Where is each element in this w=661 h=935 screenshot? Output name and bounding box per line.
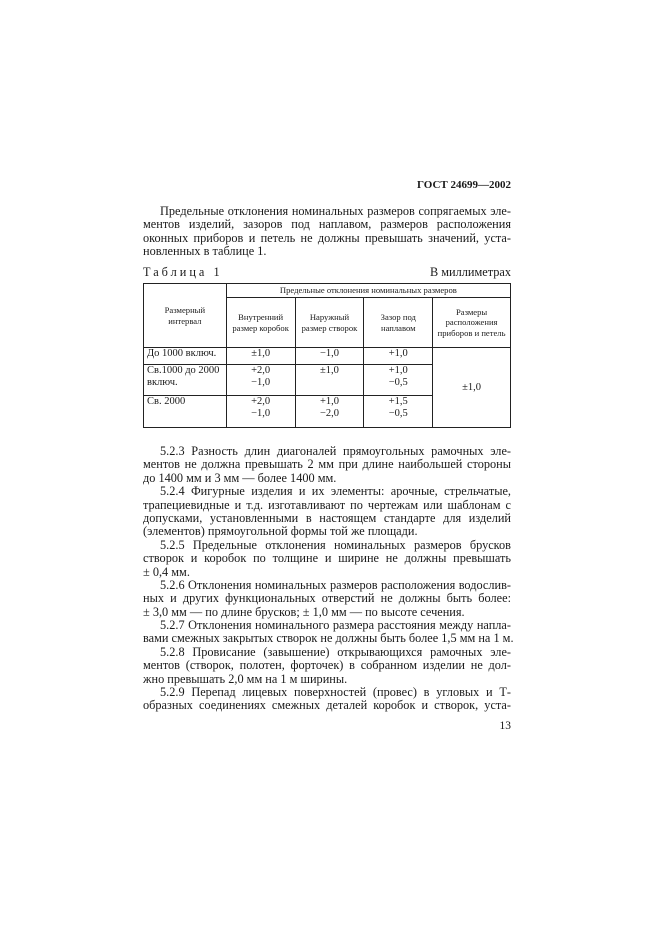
cell-gap: +1,5 −0,5 — [364, 396, 433, 428]
text-line: створок и коробок по толщине и ширине не должны превышать — [143, 551, 511, 566]
column-header: Зазор под наплавом — [364, 298, 433, 348]
column-header: Наружный размер створок — [295, 298, 364, 348]
text-line: Предельные отклонения номинальных размеров сопрягаемых эле- — [160, 204, 511, 218]
text-line: оконных приборов и петель не должны превышать значений, уста- — [143, 230, 511, 245]
text-line: ментов изделий, зазоров под наплавом, размеров расположения — [143, 217, 511, 232]
text-line: ± 0,4 мм. — [143, 564, 190, 579]
text-line: вами смежных закрытых створок не должны быть более 1,5 мм на 1 м. — [143, 631, 514, 646]
text-line: 5.2.6 Отклонения номинальных размеров расположения водослив- — [160, 577, 511, 592]
paragraph — [143, 445, 511, 485]
text-line: новленных в таблице 1. — [143, 244, 267, 259]
text-line: допусками, установленными в настоящем стандарте для изделий — [143, 510, 511, 525]
table-row — [144, 348, 511, 365]
text-line: ных и других функциональных отверстий не должны быть более: — [143, 591, 511, 606]
paragraph — [143, 539, 511, 579]
text-line: ментов не должна превышать 2 мм при длине наибольшей стороны — [143, 457, 511, 472]
text-line: 5.2.3 Разность длин диагоналей прямоугольных рамочных эле- — [160, 444, 511, 458]
table-caption-row — [143, 265, 511, 280]
cell-interval: До 1000 включ. — [144, 348, 227, 365]
cell-inner: ±1,0 — [226, 348, 295, 365]
text-line: 5.2.4 Фигурные изделия и их элементы: арочные, стрельчатые, — [160, 484, 511, 499]
cell-interval: Св.1000 до 2000 включ. — [144, 365, 227, 396]
table-units: В миллиметрах — [429, 265, 511, 279]
paragraph — [143, 618, 514, 646]
cell-gap: +1,0 — [364, 348, 433, 365]
text-line: жно превышать 2,0 мм на 1 м ширины. — [143, 671, 348, 686]
text-line: 5.2.8 Провисание (завышение) открывающихся рамочных эле- — [160, 644, 511, 659]
cell-inner: +2,0 −1,0 — [226, 365, 295, 396]
cell-gap: +1,0 −0,5 — [364, 365, 433, 396]
table-caption: Таблица 1 — [143, 265, 223, 279]
text-line: ± 3,0 мм — по длине брусков; ± 1,0 мм — по высоте сечения. — [143, 604, 465, 619]
text-line: образных соединениях смежных деталей коробок и створок, уста- — [143, 698, 511, 713]
text-line: 5.2.5 Предельные отклонения номинальных размеров брусков — [160, 537, 511, 552]
column-header-interval: Размерный интервал — [144, 284, 227, 348]
text-line: (элементов) прямоугольной формы той же площади. — [143, 524, 418, 539]
cell-outer: −1,0 — [295, 348, 364, 365]
text-line: трапециевидные и т.д. изготавливают по чертежам или шаблонам с — [143, 497, 511, 512]
cell-inner: +2,0 −1,0 — [226, 396, 295, 428]
column-header: Внутренний размер коробок — [226, 298, 295, 348]
tolerance-table — [143, 283, 511, 428]
text-line: 5.2.9 Перепад лицевых поверхностей (провес) в угловых и Т- — [160, 685, 511, 700]
body-text — [143, 444, 514, 713]
paragraph — [143, 579, 511, 619]
text-line: ментов (створок, полотен, форточек) в собранном изделии не дол- — [143, 658, 511, 673]
paragraph — [143, 485, 511, 539]
group-header: Предельные отклонения номинальных размеров — [226, 284, 510, 298]
cell-outer: +1,0 −2,0 — [295, 396, 364, 428]
intro-paragraph — [143, 205, 511, 259]
paragraph — [143, 686, 511, 713]
text-line: до 1400 мм и 3 мм — более 1400 мм. — [143, 470, 337, 485]
page-number: 13 — [499, 720, 511, 732]
column-header: Размеры расположения приборов и петель — [433, 298, 511, 348]
standard-number: ГОСТ 24699—2002 — [417, 179, 511, 191]
cell-interval: Св. 2000 — [144, 396, 227, 428]
paragraph — [143, 646, 511, 686]
text-line: 5.2.7 Отклонения номинального размера расстояния между напла- — [160, 618, 511, 633]
cell-fittings: ±1,0 — [433, 348, 511, 428]
cell-outer: ±1,0 — [295, 365, 364, 396]
